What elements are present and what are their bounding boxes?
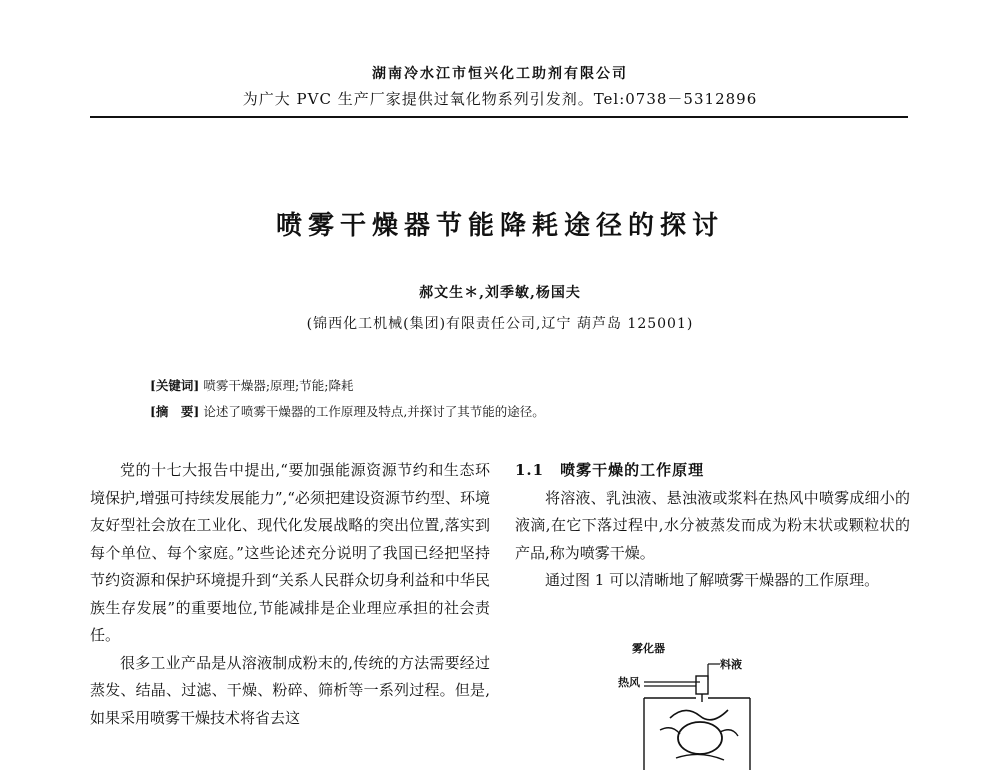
figure-label-atomizer: 雾化器 (632, 642, 665, 655)
right-paragraph-2: 通过图 1 可以清晰地了解喷雾干燥器的工作原理。 (545, 571, 880, 589)
abstract-text: 论述了喷雾干燥器的工作原理及特点,并探讨了其节能的途径。 (203, 404, 545, 419)
spray-dryer-figure (600, 640, 760, 770)
keywords-text: 喷雾干燥器;原理;节能;降耗 (203, 378, 354, 393)
section-heading-1-1: 1.1 喷雾干燥的工作原理 (515, 461, 705, 479)
figure-label-feed: 料液 (720, 658, 742, 671)
left-paragraph-2: 很多工业产品是从溶液制成粉末的,传统的方法需要经过蒸发、结晶、过滤、干燥、粉碎、筛析等一系列过程。但是,如果采用喷雾干燥技术将省去这 (90, 653, 490, 727)
abstract-tag: [摘 要] (150, 404, 200, 419)
article-authors: 郝文生＊,刘季敏,杨国夫 (419, 285, 581, 301)
right-paragraph-1: 将溶液、乳浊液、悬浊液或浆料在热风中喷雾成细小的液滴,在它下落过程中,水分被蒸发而成为粉末状或颗粒状的产品,称为喷雾干燥。 (515, 488, 910, 562)
left-column (90, 457, 490, 732)
spray-dryer-diagram-icon (600, 640, 760, 770)
right-column (515, 457, 910, 595)
article-title: 喷雾干燥器节能降耗途径的探讨 (275, 211, 724, 241)
keywords-line (150, 376, 870, 394)
article-affiliation: (锦西化工机械(集团)有限责任公司,辽宁 葫芦岛 125001) (306, 316, 694, 332)
abstract-line (150, 402, 870, 420)
journal-header-company: 湖南冷水江市恒兴化工助剂有限公司 (372, 66, 628, 82)
left-paragraph-1: 党的十七大报告中提出,“要加强能源资源节约和生态环境保护,增强可持续发展能力”,“必须把建设资源节约型、环境友好型社会放在工业化、现代化发展战略的突出位置,落实到每个单位、每个家庭。”这些论述充分说明了我国已经把坚持节约资源和保护环境提升到“关系人民群众切身利益和中华民族生存发展”的重要地位,节能减排是企业理应承担的社会责任。 (90, 461, 490, 644)
journal-header-slogan: 为广大 PVC 生产厂家提供过氧化物系列引发剂。Tel:0738－5312896 (242, 90, 758, 108)
header-divider (90, 116, 908, 118)
figure-label-hot-air: 热风 (618, 676, 640, 689)
keywords-tag: [关键词] (150, 378, 200, 393)
